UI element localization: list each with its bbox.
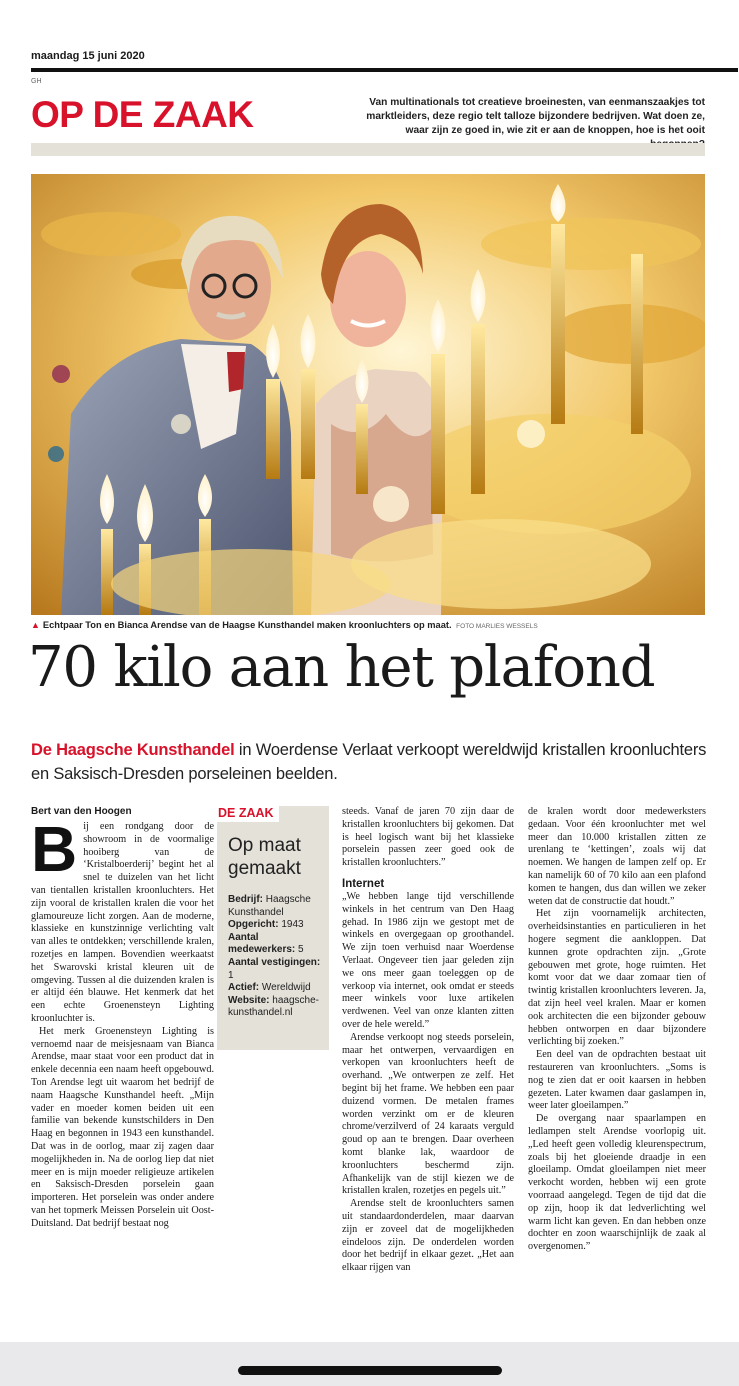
subheading: Internet <box>342 877 385 890</box>
caption-text: Echtpaar Ton en Bianca Arendse van de Haagse Kunsthandel maken kroonluchters op maat. <box>42 620 452 630</box>
fact-key: Aantal medewerkers: <box>228 931 296 956</box>
fact-item <box>228 995 328 1020</box>
factbox-title: Op maat gemaakt <box>228 835 301 879</box>
article-column-1 <box>31 806 214 1231</box>
article-paragraph <box>31 813 214 1026</box>
section-title: OP DE ZAAK <box>31 94 254 135</box>
article-paragraph: Een deel van de opdrachten bestaat uit restaureren van kroonluchters. „Soms is nog te zien dat er ooit kaarsen in hebben gezeten. Later kwamen daar gaslampen in, weer later gloeilampen.” <box>528 1049 706 1112</box>
fact-value: haagsche-kunsthandel.nl <box>228 994 319 1019</box>
fact-value: Haagsche Kunsthandel <box>228 894 311 918</box>
fact-value: 1 <box>228 969 234 981</box>
factbox-facts <box>228 894 328 1020</box>
article-paragraph: Het zijn voornamelijk architecten, overheidsinstanties en particulieren in het hogere segment die aankloppen. Dat kunnen grote opdrachten zijn. „Grote gebouwen met grote, hoge ruimten. Het komt voor dat we daar zomaar tien of twintig kristallen kroonluchters leveren. Ja, dat zijn heel veel kralen. Maar er komen ook architecten die een bijzonder gebouw hebben ontworpen en daar bijzondere verlichting bij zoeken.” <box>528 908 706 1048</box>
fact-item <box>228 957 328 982</box>
section-intro: Van multinationals tot creatieve broeinesten, van eenmanszaakjes tot marktleiders, deze regio telt talloze bijzondere bedrijven. Wat doen ze, waar zijn ze goed in, wie zit er aan de knoppen, hoe is het ooit <box>366 97 705 136</box>
article-paragraph: Arendse stelt de kroonluchters samen uit standaardonderdelen, maar daarvan zijn er zoveel dat de mogelijkheden eindeloos zijn. De onderdelen worden door het bedrijf in elkaar gezet. „Het aan elkaar rijgen van <box>342 1198 514 1274</box>
fact-value: 5 <box>295 944 304 956</box>
dateline: maandag 15 juni 2020 <box>31 50 145 62</box>
article-photo <box>31 174 705 615</box>
headline: 70 kilo aan het plafond <box>28 635 655 700</box>
fact-item <box>228 932 328 957</box>
fact-key: Actief: <box>228 982 260 994</box>
dropcap: B <box>31 813 78 885</box>
article-column-4 <box>528 806 706 1254</box>
article-paragraph: Arendse verkoopt nog steeds porselein, maar het ontwerpen, vervaardigen en verkopen van kroonluchters heeft de overhand. „We ontwerpen ze zelf. Het begint bij het frame. We hebben een paar duizend vormen. De metalen frames worden verzinkt om er de kleuren chrome/verzilverd of 24 karaats verguld goud op aan te brengen. Daar overheen komt blanke lak, waardoor de kroonluchters beschermd zijn. Afhankelijk van de stijl kiezen we de kristallen kralen, rozetjes en pegels uit.” <box>342 1031 514 1197</box>
byline: Bert van den Hoogen <box>31 806 132 817</box>
fact-item <box>228 982 328 995</box>
deck-company: De Haagsche Kunsthandel <box>31 741 235 759</box>
section-band <box>31 143 705 156</box>
fact-item <box>228 894 328 919</box>
article-paragraph: „We hebben lange tijd verschillende winkels in het centrum van Den Haag gehad. In 1986 zijn we gestopt met de winkels en overgegaan op groothandel. We zijn toen verhuisd naar Woerdense Verlaat. Ongeveer tien jaar geleden zijn we ons meer gaan toeleggen op de verkoop via internet, ook omdat er steeds meer winkels voor luxe artikelen verdwenen. Veel van onze klanten zitten over de hele wereld.” <box>342 890 514 1030</box>
photo-credit: FOTO MARLIES WESSELS <box>456 623 538 630</box>
fact-key: Aantal vestigingen: <box>228 956 321 968</box>
top-rule <box>31 68 738 72</box>
fact-value: 1943 <box>278 919 304 931</box>
article-deck <box>31 738 721 786</box>
article-paragraph: De overgang naar spaarlampen en ledlampen stelt Arendse voorlopig uit. „Led heeft geen volledig kleurenspectrum, zoals bij het gloeiende draadje in een gloeilamp. Omdat gloeilampen niet meer verkocht worden, hebben wij een grote voorraad aangelegd. Tegen de tijd dat die op zijn, hoop ik dat ledverlichting wel warm licht kan geven. En dan hebben onze dochter en zoon waarschijnlijk de zaak al overgenomen.” <box>528 1113 706 1253</box>
caption-triangle-icon: ▲ <box>31 620 40 630</box>
fact-key: Website: <box>228 994 270 1006</box>
photo-caption <box>31 620 538 630</box>
article-paragraph: Het merk Groenensteyn Lighting is vernoemd naar de meisjesnaam van Bianca Arendse, maar staat voor een product dat in enkele decennia een naam heeft opgebouwd. Ton Arendse legt uit waarom het bedrijf de naam Haagsche Kunsthandel heeft. „Mijn vader en moeder komen beiden uit een familie van bekende kunstschilders in Den Haag en begonnen in 1943 een kunsthandel. Dat was in de oorlog, maar zij zagen daar mogelijkheden in. Na de oorlog liep dat niet meer en is mijn moeder religieuze artikelen en Saksisch-Dresden porselein gaan importeren. Het porselein was onder andere van het topmerk Meissen Porselein uit Oost-Duitsland. Dat bedrijf bestaat nog <box>31 1025 214 1229</box>
fact-key: Opgericht: <box>228 919 279 931</box>
article-column-3 <box>342 806 514 1275</box>
factbox-label: DE ZAAK <box>217 806 279 822</box>
fact-key: Bedrijf: <box>228 894 263 905</box>
paragraph-text: ij een rondgang door de showroom in de voormalige hooiberg van de ‘Kristalboerderij’ begint het al snel te duizelen van het licht van tientallen kristallen kroonluchters. Het zijn vooral de kristallen kralen die voor het glamoureuze licht zorgen. Aan de moderne, klassieke en kunstzinnige verlichting valt van alles te ontdekken; verschillende kralen, rozetjes en lampen. Bovendien weerkaatst het Swarovski kristal kleuren uit de omgeving. Tussen al die duizenden kralen is er altijd één blauwe. Het kenmerk dat het een echte Groenensteyn Lighting kroonluchter is. <box>31 821 214 1024</box>
fact-item <box>228 919 328 932</box>
article-paragraph: de kralen wordt door medewerksters gedaan. Voor één kroonluchter met wel meer dan 10.000 kristallen zitten ze urenlang te ‘kettingen’, zoals wij dat noemen. We hangen de lampen zelf op. Er kan namelijk 60 of 70 kilo aan een plafond komen te hangen, dus dan willen we zeker weten dat de constructie dat houdt.” <box>528 806 706 907</box>
deck-text: in Woerdense Verlaat verkoopt wereldwijd kristallen kroonluchters en Saksisch-Dresden porseleinen beelden. <box>31 741 707 783</box>
chandelier-photo-illustration <box>31 174 705 615</box>
fact-value: Wereldwijd <box>259 982 311 994</box>
article-paragraph: steeds. Vanaf de jaren 70 zijn daar de kristallen kroonluchters bij gekomen. Dat is heel logisch want bij het klassieke porselein passen zeer goed ook de kristallen kroonluchters.” <box>342 806 514 869</box>
home-indicator[interactable] <box>238 1366 502 1375</box>
region-code: GH <box>31 78 42 85</box>
